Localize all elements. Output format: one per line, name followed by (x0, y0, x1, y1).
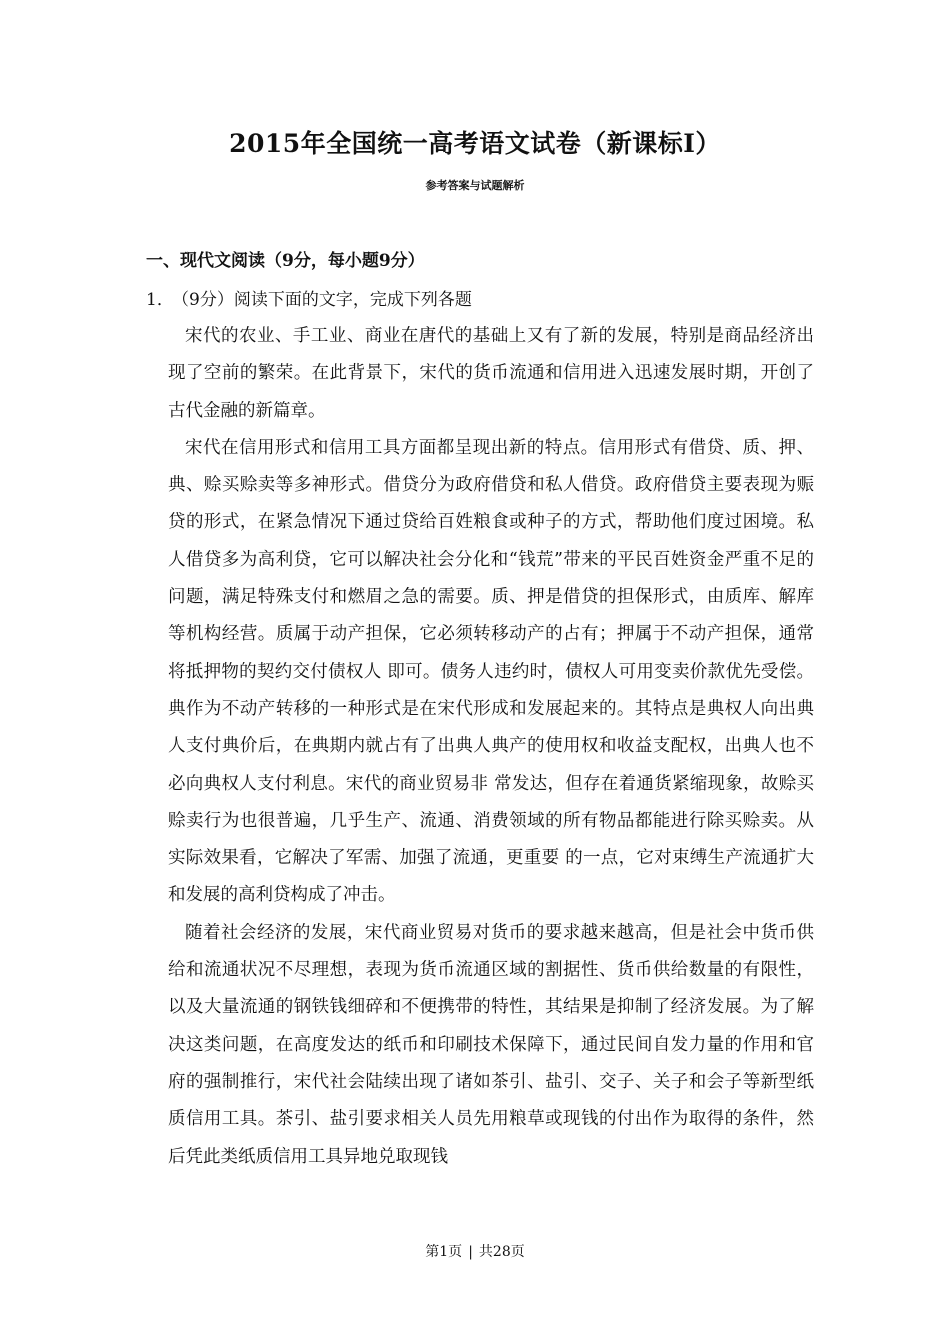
page-number: 第1页 (425, 1244, 463, 1260)
question-number: 1． (146, 290, 174, 310)
reading-passage (168, 318, 814, 1176)
question-header (146, 285, 472, 310)
passage-paragraph-3: 随着社会经济的发展，宋代商业贸易对货币的要求越来越高，但是社会中货币供给和流通状况不尽理想，表现为货币流通区域的割据性、货币供给数量的有限性，以及大量流通的钢铁钱细碎和不便携带的特性，其结果是抑制了经济发展。为了解决这类问题，在高度发达的纸币和印刷技术保障下，通过民间自发力量的作用和官府的强制推行，宋代社会陆续出现了诸如茶引、盐引、交子、关子和会子等新型纸质信用工具。茶引、盐引要求相关人员先用粮草或现钱的付出作为取得的条件，然后凭此类纸质信用工具异地兑取现钱 (168, 922, 814, 1167)
document-subtitle: 参考答案与试题解析 (425, 179, 525, 192)
page-footer (0, 1241, 950, 1261)
section-heading: 一、现代文阅读（9分，每小题9分） (146, 251, 425, 271)
question-prompt: （9分）阅读下面的文字，完成下列各题 (172, 290, 472, 310)
passage-paragraph-2: 宋代在信用形式和信用工具方面都呈现出新的特点。信用形式有借贷、质、押、典、赊买赊卖等多神形式。借贷分为政府借贷和私人借贷。政府借贷主要表现为赈贷的形式，在紧急情况下通过贷给百姓粮食或种子的方式，帮助他们度过困境。私人借贷多为高利贷，它可以解决社会分化和“钱荒”带来的平民百姓资金严重不足的问题，满足特殊支付和燃眉之急的需要。质、押是借贷的担保形式，由质库、解库等机构经营。质属于动产担保，它必须转移动产的占有；押属于不动产担保，通常将抵押物的契约交付债权人 即可。债务人违约时，债权人可用变卖价款优先受偿。典作为不动产转移的一种形式是在宋代形成和发展起来的。其特点是典权人向出典人支付典价后，在典期内就占有了出典人典产的使用权和收益支配权，出典人也不必向典权人支付利息。宋代的商业贸易非 常发达，但存在着通货紧缩现象，故赊买赊卖行为也很普遍，几乎生产、流通、消费领域的所有物品都能进行除买赊卖。从实际效果看，它解决了军需、加强了流通，更重要 的一点，它对束缚生产流通扩大和发展的高利贷构成了冲击。 (168, 437, 814, 906)
page-total: 共28页 (478, 1244, 525, 1260)
passage-paragraph-1: 宋代的农业、手工业、商业在唐代的基础上又有了新的发展，特别是商品经济出现了空前的繁荣。在此背景下，宋代的货币流通和信用进入迅速发展时期，开创了古代金融的新篇章。 (168, 326, 814, 421)
document-title: 2015年全国统一高考语文试卷（新课标I） (229, 129, 721, 158)
footer-separator: | (468, 1244, 473, 1260)
